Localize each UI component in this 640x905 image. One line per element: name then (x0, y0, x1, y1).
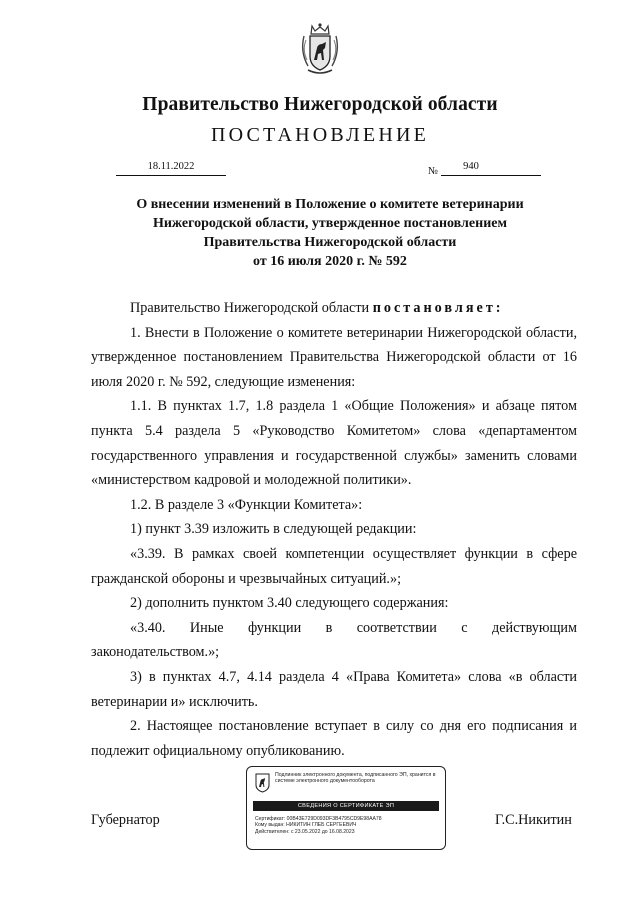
paragraph-1-1: 1.1. В пунктах 1.7, 1.8 раздела 1 «Общие Положения» и абзаце пятом пункта 5.4 раздела 5 «Руководство Комитетом» слова «департаментом государственного управления и государственной службы» заменить словами «министерством кадровой и молодежной политики». (91, 398, 577, 489)
signer-name: Г.С.Никитин (495, 812, 572, 828)
paragraph-1-2-3: 3) в пунктах 4.7, 4.14 раздела 4 «Права Комитета» слова «в области ветеринарии и» исключить. (91, 668, 577, 710)
document-date: 18.11.2022 (147, 161, 195, 172)
paragraph-1-2-1: 1) пункт 3.39 изложить в следующей редакции: (130, 521, 417, 538)
paragraph-quote-3-39: «3.39. В рамках своей компетенции осуществляет функции в сфере гражданской обороны и чрезвычайных ситуаций.»; (91, 545, 577, 587)
number-sign: № (428, 166, 439, 177)
intro-verb: постановляет: (372, 300, 504, 316)
subject-line: Правительства Нижегородской области (203, 235, 457, 250)
paragraph-1-2: 1.2. В разделе 3 «Функции Комитета»: (130, 496, 363, 513)
coat-of-arms-icon (298, 22, 342, 78)
paragraph-2: 2. Настоящее постановление вступает в силу со дня его подписания и подлежит официальному опубликованию. (91, 718, 577, 759)
number-underline (441, 175, 541, 176)
intro-text: Правительство Нижегородской области (130, 300, 373, 316)
esig-header-band: СВЕДЕНИЯ О СЕРТИФИКАТЕ ЭП (253, 801, 439, 811)
document-body (91, 296, 577, 763)
esig-cert: Сертификат: 00B43E729D093DF3B4795CD9E98AA78 (255, 816, 382, 822)
date-underline (116, 175, 226, 176)
document-number: 940 (463, 161, 479, 172)
coat-of-arms-icon (255, 773, 270, 793)
paragraph-1: 1. Внести в Положение о комитете ветеринарии Нижегородской области, утвержденное постановлением Правительства Нижегородской области от 16 июля 2020 г. № 592, следующие изменения: (91, 324, 577, 390)
subject-line: Нижегородской области, утвержденное постановлением (152, 216, 508, 231)
esig-owner: Кому выдан: НИКИТИН ГЛЕБ СЕРГЕЕВИЧ (255, 822, 357, 829)
esig-valid: Действителен: с 23.05.2022 до 16.08.2023 (255, 828, 355, 835)
document-subject (110, 195, 550, 271)
subject-line: от 16 июля 2020 г. № 592 (253, 254, 407, 269)
subject-line: О внесении изменений в Положение о комитете ветеринарии (136, 197, 524, 212)
paragraph-1-2-2: 2) дополнить пунктом 3.40 следующего содержания: (130, 595, 449, 612)
esig-certificate-info (255, 816, 439, 835)
electronic-signature-stamp (246, 766, 446, 850)
signer-position: Губернатор (91, 812, 160, 828)
paragraph-quote-3-40: «3.40. Иные функции в соответствии с действующим законодательством.»; (91, 619, 577, 661)
document-type: ПОСТАНОВЛЕНИЕ (210, 124, 430, 146)
intro-paragraph (91, 296, 577, 321)
government-title: Правительство Нижегородской области (142, 94, 498, 115)
esig-note: Подлинник электронного документа, подписанного ЭП, хранится в системе электронного документооборота (275, 772, 436, 785)
